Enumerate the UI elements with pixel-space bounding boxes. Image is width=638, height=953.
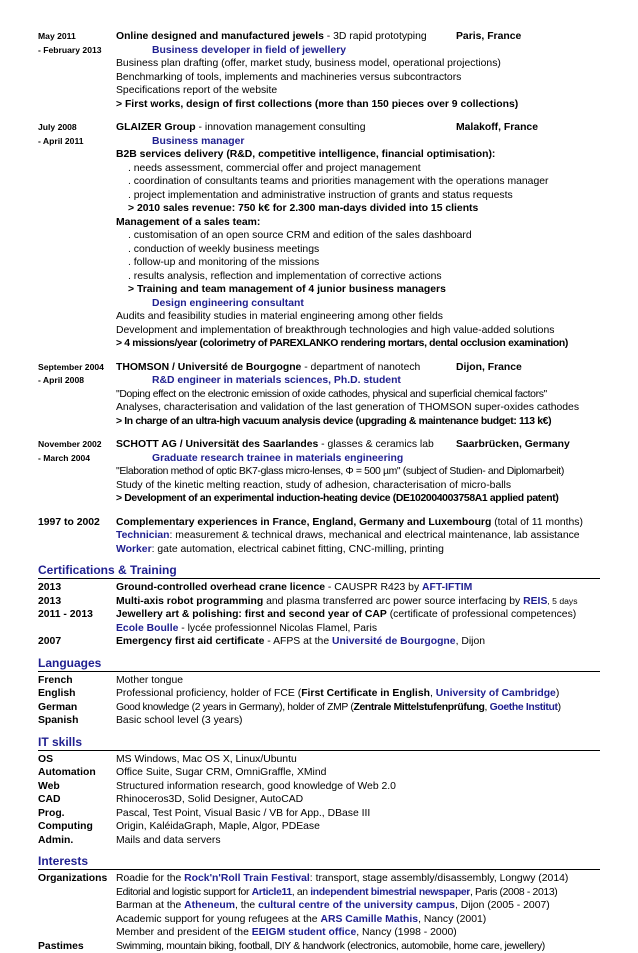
job-header: THOMSON / Université de Bourgogne - department of nanotech Dijon, France xyxy=(116,361,600,375)
job-dates: July 2008 - April 2011 xyxy=(38,121,116,351)
job-location: Malakoff, France xyxy=(456,121,600,135)
job-line: Analyses, characterisation and validation of the last generation of THOMSON super-oxides cathodes xyxy=(116,401,600,415)
section-title: Certifications & Training xyxy=(38,562,600,579)
job-role: R&D engineer in materials sciences, Ph.D. student xyxy=(116,374,600,388)
it-skill-row: Admin. Mails and data servers xyxy=(38,834,600,848)
job-role: Business developer in field of jewellery xyxy=(116,44,600,58)
job-header: Online designed and manufactured jewels - 3D rapid prototyping Paris, France xyxy=(116,30,600,44)
job-subsection-title: B2B services delivery (R&D, competitive intelligence, financial optimisation): xyxy=(116,148,600,162)
job-bullet: . results analysis, reflection and implementation of corrective actions xyxy=(116,270,600,284)
job-bullet: . follow-up and monitoring of the missions xyxy=(116,256,600,270)
technician-label: Technician xyxy=(116,530,170,541)
language-row: German Good knowledge (2 years in Germany), holder of ZMP (Zentrale Mittelstufenprüfung, Goethe Institut) xyxy=(38,701,600,715)
it-skills-section xyxy=(38,734,600,848)
job-location: Saarbrücken, Germany xyxy=(456,438,600,452)
company-name: GLAIZER Group xyxy=(116,122,196,133)
language-row: English Professional proficiency, holder of FCE (First Certificate in English, University of Cambridge) xyxy=(38,687,600,701)
job-location: Paris, France xyxy=(456,30,600,44)
job-header: GLAIZER Group - innovation management consulting Malakoff, France xyxy=(116,121,600,135)
job-subsection-title: Management of a sales team: xyxy=(116,216,600,230)
interests-section xyxy=(38,853,600,953)
job-entry xyxy=(38,361,600,429)
job-role: Graduate research trainee in materials engineering xyxy=(116,452,600,466)
certification-row: 2013 Multi-axis robot programming and plasma transferred arc power source interfacing by REIS, 5 days xyxy=(38,595,600,609)
job-bullet: . coordination of consultants teams and priorities management with the operations manager xyxy=(116,175,600,189)
worker-label: Worker xyxy=(116,544,152,555)
job-line: Study of the kinetic melting reaction, study of adhesion, characterisation of micro-balls xyxy=(116,479,600,493)
job-line: "Doping effect on the electronic emission of oxide cathodes, physical and superficial chemical factors" xyxy=(116,388,600,402)
job-bullet: . project implementation and administrative instruction of grants and status requests xyxy=(116,189,600,203)
job-highlight: > First works, design of first collections (more than 150 pieces over 9 collections) xyxy=(116,98,600,112)
languages-section xyxy=(38,655,600,728)
job-line: Specifications report of the website xyxy=(116,84,600,98)
job-dates: September 2004 - April 2008 xyxy=(38,361,116,429)
job-line: Audits and feasibility studies in material engineering among other fields xyxy=(116,310,600,324)
job-entry xyxy=(38,438,600,506)
job-role: Business manager xyxy=(116,135,600,149)
section-title: Languages xyxy=(38,655,600,672)
job-location: Dijon, France xyxy=(456,361,600,375)
job-highlight: > 4 missions/year (colorimetry of PAREXLANKO rendering mortars, dental occlusion examination) xyxy=(116,337,600,351)
language-row: Spanish Basic school level (3 years) xyxy=(38,714,600,728)
job-highlight: > Training and team management of 4 junior business managers xyxy=(116,283,600,297)
experiences-entry: 1997 to 2002 Complementary experiences in France, England, Germany and Luxembourg (total of 11 months) Technician: measurement & technical draws, mechanical and electrical maintenance, lab assistance Worker: gate automation, electrical cabinet fitting, CNC-milling, printing xyxy=(38,516,600,557)
it-skill-row: Web Structured information research, good knowledge of Web 2.0 xyxy=(38,780,600,794)
certification-row: 2013 Ground-controlled overhead crane licence - CAUSPR R423 by AFT-IFTIM xyxy=(38,581,600,595)
job-entry xyxy=(38,30,600,111)
job-line: "Elaboration method of optic BK7-glass micro-lenses, Φ = 500 µm" (subject of Studien- and Diplomarbeit) xyxy=(116,465,600,479)
certification-row: 2011 - 2013 Jewellery art & polishing: first and second year of CAP (certificate of professional competences) xyxy=(38,608,600,622)
job-line: Development and implementation of breakthrough technologies and high value-added solutions xyxy=(116,324,600,338)
job-dates: May 2011 - February 2013 xyxy=(38,30,116,111)
job-entry xyxy=(38,121,600,351)
company-name: THOMSON / Université de Bourgogne xyxy=(116,362,301,373)
section-title: Interests xyxy=(38,853,600,870)
company-name: SCHOTT AG / Universität des Saarlandes xyxy=(116,439,318,450)
certification-row: Ecole Boulle - lycée professionnel Nicolas Flamel, Paris xyxy=(38,622,600,636)
language-row: French Mother tongue xyxy=(38,674,600,688)
cv-page xyxy=(38,30,600,953)
job-line: Benchmarking of tools, implements and machineries versus subcontractors xyxy=(116,71,600,85)
interest-row: Pastimes Swimming, mountain biking, football, DIY & handwork (electronics, automobile, home care, jewellery) xyxy=(38,940,600,953)
certifications-section xyxy=(38,562,600,649)
job-bullet: . needs assessment, commercial offer and project management xyxy=(116,162,600,176)
certification-row: 2007 Emergency first aid certificate - AFPS at the Université de Bourgogne, Dijon xyxy=(38,635,600,649)
it-skill-row: OS MS Windows, Mac OS X, Linux/Ubuntu xyxy=(38,753,600,767)
section-title: IT skills xyxy=(38,734,600,751)
company-name: Online designed and manufactured jewels xyxy=(116,31,324,42)
it-skill-row: Prog. Pascal, Test Point, Visual Basic / VB for App., DBase III xyxy=(38,807,600,821)
it-skill-row: Automation Office Suite, Sugar CRM, OmniGraffle, XMind xyxy=(38,766,600,780)
job-header: SCHOTT AG / Universität des Saarlandes - glasses & ceramics lab Saarbrücken, Germany xyxy=(116,438,600,452)
job-bullet: . conduction of weekly business meetings xyxy=(116,243,600,257)
job-bullet: . customisation of an open source CRM and edition of the sales dashboard xyxy=(116,229,600,243)
job-line: Business plan drafting (offer, market study, business model, operational projections) xyxy=(116,57,600,71)
experiences-title: Complementary experiences in France, England, Germany and Luxembourg xyxy=(116,517,491,528)
job-highlight: > 2010 sales revenue: 750 k€ for 2.300 man-days divided into 15 clients xyxy=(116,202,600,216)
interest-row: Organizations Roadie for the Rock'n'Roll Train Festival: transport, stage assembly/disassembly, Longwy (2014) Editorial and logistic support for Article11, an independent bimestrial newspaper, Paris (2008 - 2013) Barman at the Atheneum, the cultural centre of the university campus, Dijon (2005 - 2007) Academic support for young refugees at the ARS Camille Mathis, Nancy (2001) Member and president of the EEIGM student office, Nancy (1998 - 2000) xyxy=(38,872,600,940)
job-highlight: > Development of an experimental induction-heating device (DE102004003758A1 applied patent) xyxy=(116,492,600,506)
it-skill-row: CAD Rhinoceros3D, Solid Designer, AutoCAD xyxy=(38,793,600,807)
job-highlight: > In charge of an ultra-high vacuum analysis device (upgrading & maintenance budget: 113 k€) xyxy=(116,415,600,429)
job-dates: November 2002 - March 2004 xyxy=(38,438,116,506)
experiences-dates: 1997 to 2002 xyxy=(38,516,116,557)
job-role: Design engineering consultant xyxy=(116,297,600,311)
it-skill-row: Computing Origin, KaléidaGraph, Maple, Algor, PDEase xyxy=(38,820,600,834)
